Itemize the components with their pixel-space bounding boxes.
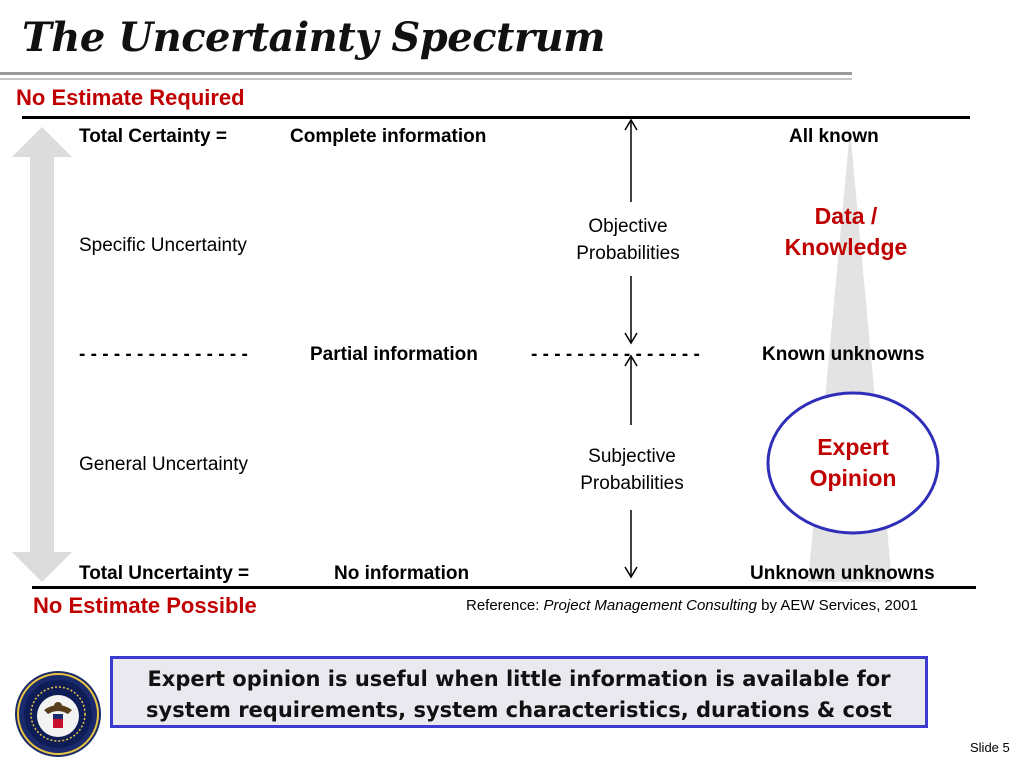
callout-text: Expert opinion is useful when little information is available for system requirements, system characteristics, durations & cost	[146, 667, 892, 722]
slide-number: Slide 5	[970, 740, 1010, 755]
no-estimate-possible-label: No Estimate Possible	[33, 593, 257, 618]
unknown-unknowns-label: Unknown unknowns	[750, 563, 935, 584]
objective-probabilities-label: Objective Probabilities	[576, 216, 680, 264]
total-uncertainty-label: Total Uncertainty =	[79, 563, 250, 584]
specific-uncertainty-label: Specific Uncertainty	[79, 235, 247, 256]
no-estimate-required-label: No Estimate Required	[16, 85, 245, 110]
dashed-line-right: - - - - - - - - - - - - - - -	[531, 344, 700, 365]
spectrum-double-arrow	[12, 127, 72, 582]
expert-opinion-label: Expert Opinion	[809, 434, 897, 491]
page-title: The Uncertainty Spectrum	[22, 14, 605, 61]
no-information-label: No information	[334, 563, 470, 584]
general-uncertainty-label: General Uncertainty	[79, 454, 248, 475]
all-known-label: All known	[789, 126, 879, 147]
data-knowledge-label: Data / Knowledge	[784, 203, 908, 260]
dashed-line-left: - - - - - - - - - - - - - - -	[79, 344, 248, 365]
reference-citation: Reference: Project Management Consulting by AEW Services, 2001	[466, 597, 918, 614]
navy-seal-logo	[14, 670, 102, 758]
known-unknowns-label: Known unknowns	[762, 344, 925, 365]
total-certainty-label: Total Certainty =	[79, 126, 227, 147]
partial-information-label: Partial information	[310, 344, 478, 365]
complete-information-label: Complete information	[290, 126, 487, 147]
bottom-rule	[32, 586, 976, 589]
subjective-probabilities-label: Subjective Probabilities	[580, 446, 684, 494]
expert-opinion-callout	[110, 656, 928, 728]
